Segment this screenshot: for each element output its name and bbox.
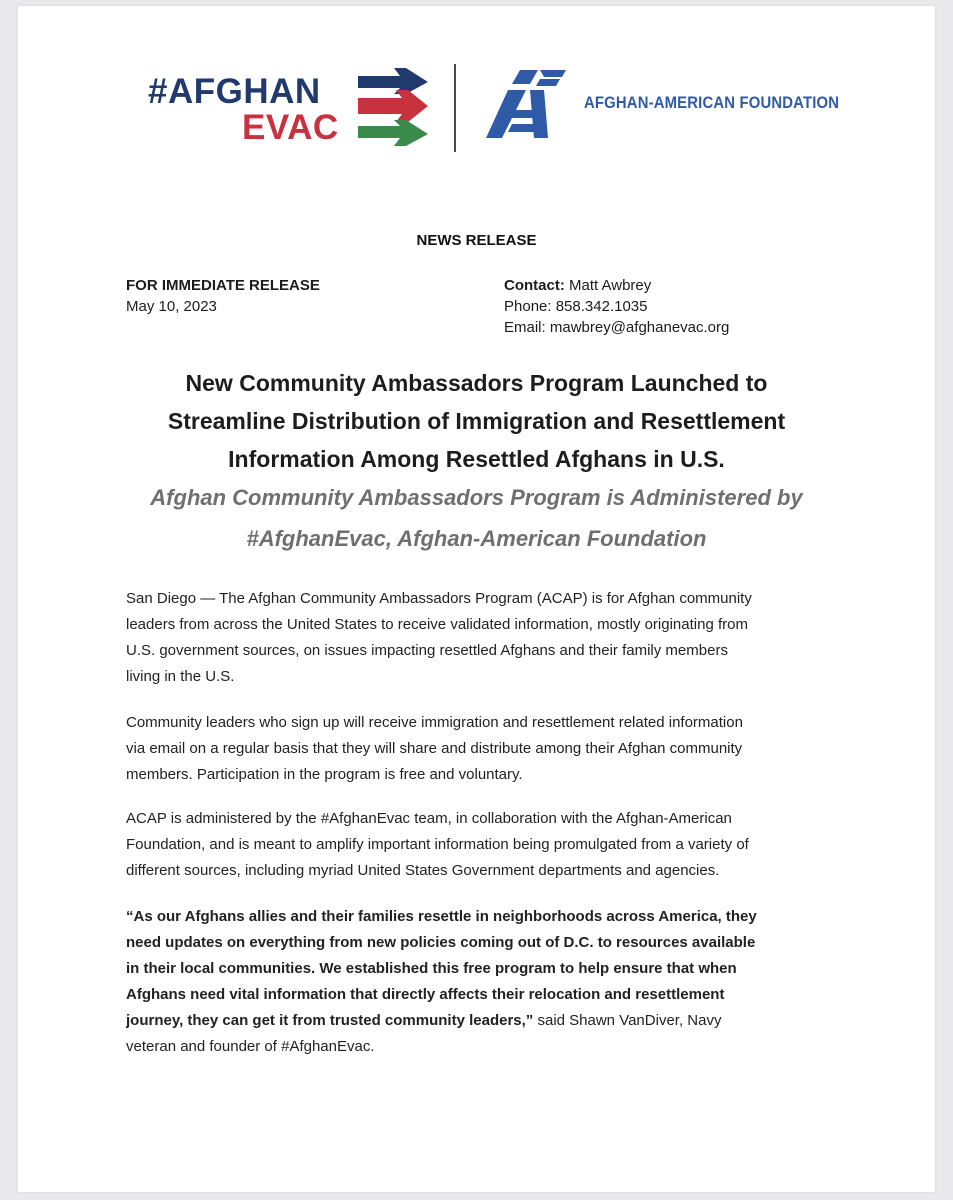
- press-release-page: [18, 6, 935, 1192]
- phone-line: [504, 296, 729, 317]
- headline-line: Information Among Resettled Afghans in U.S.: [228, 446, 725, 472]
- aaf-monogram-icon: [486, 70, 568, 142]
- quote-line: veteran and founder of #AfghanEvac.: [126, 1038, 375, 1055]
- headline-line: Streamline Distribution of Immigration and Resettlement: [167, 408, 786, 434]
- paragraph-quote: [126, 904, 826, 1060]
- email-label: Email:: [504, 319, 546, 336]
- paragraph-line: U.S. government sources, on issues impacting resettled Afghans and their family members: [126, 642, 728, 659]
- news-release-label: NEWS RELEASE: [416, 232, 537, 249]
- paragraph-signup: [126, 710, 826, 788]
- quote-line: [126, 1008, 826, 1034]
- phone-number: 858.342.1035: [555, 298, 648, 315]
- contact-info: [504, 275, 729, 338]
- contact-label: Contact:: [504, 277, 565, 294]
- email-address[interactable]: mawbrey@afghanevac.org: [549, 319, 730, 336]
- release-date: May 10, 2023: [126, 298, 217, 315]
- release-info: [126, 275, 320, 317]
- foundation-name: AFGHAN-AMERICAN FOUNDATION: [584, 94, 840, 112]
- paragraph-line: ACAP is administered by the #AfghanEvac team, in collaboration with the Afghan-American: [126, 810, 732, 827]
- paragraph-line: San Diego — The Afghan Community Ambassadors Program (ACAP) is for Afghan community: [126, 590, 752, 607]
- quote-attribution: said Shawn VanDiver, Navy: [533, 1012, 722, 1029]
- headline: [98, 364, 855, 478]
- tricolor-arrow-icon: [358, 68, 428, 146]
- paragraph-administration: [126, 806, 826, 884]
- evac-logo-line1: #AFGHAN: [148, 72, 321, 111]
- afghanevac-logo: [148, 66, 428, 150]
- evac-logo-line2: EVAC: [242, 108, 339, 147]
- quote-line: “As our Afghans allies and their families resettle in neighborhoods across America, they: [126, 908, 757, 925]
- paragraph-line: Foundation, and is meant to amplify important information being promulgated from a variety of: [126, 836, 749, 853]
- paragraph-line: different sources, including myriad United States Government departments and agencies.: [126, 862, 720, 879]
- subheadline: [98, 477, 855, 559]
- quote-end: journey, they can get it from trusted community leaders,”: [126, 1012, 534, 1029]
- paragraph-line: via email on a regular basis that they will share and distribute among their Afghan community: [126, 740, 743, 757]
- quote-line: in their local communities. We established this free program to help ensure that when: [126, 960, 737, 977]
- paragraph-intro: [126, 586, 826, 690]
- paragraph-line: Community leaders who sign up will receive immigration and resettlement related information: [126, 714, 743, 731]
- contact-name: Matt Awbrey: [569, 277, 652, 294]
- paragraph-line: living in the U.S.: [126, 668, 235, 685]
- immediate-release-label: FOR IMMEDIATE RELEASE: [126, 277, 320, 294]
- logo-header: [18, 64, 935, 156]
- headline-line: New Community Ambassadors Program Launched to: [185, 370, 768, 396]
- subheadline-line: #AfghanEvac, Afghan-American Foundation: [246, 526, 707, 551]
- phone-label: Phone:: [504, 298, 552, 315]
- email-line: [504, 317, 729, 338]
- subheadline-line: Afghan Community Ambassadors Program is Administered by: [150, 485, 803, 510]
- logo-divider: [454, 64, 456, 152]
- paragraph-line: members. Participation in the program is free and voluntary.: [126, 766, 523, 783]
- quote-line: need updates on everything from new policies coming out of D.C. to resources available: [126, 934, 756, 951]
- paragraph-line: leaders from across the United States to receive validated information, mostly originating from: [126, 616, 748, 633]
- contact-line: [504, 275, 729, 296]
- quote-line: Afghans need vital information that directly affects their relocation and resettlement: [126, 986, 725, 1003]
